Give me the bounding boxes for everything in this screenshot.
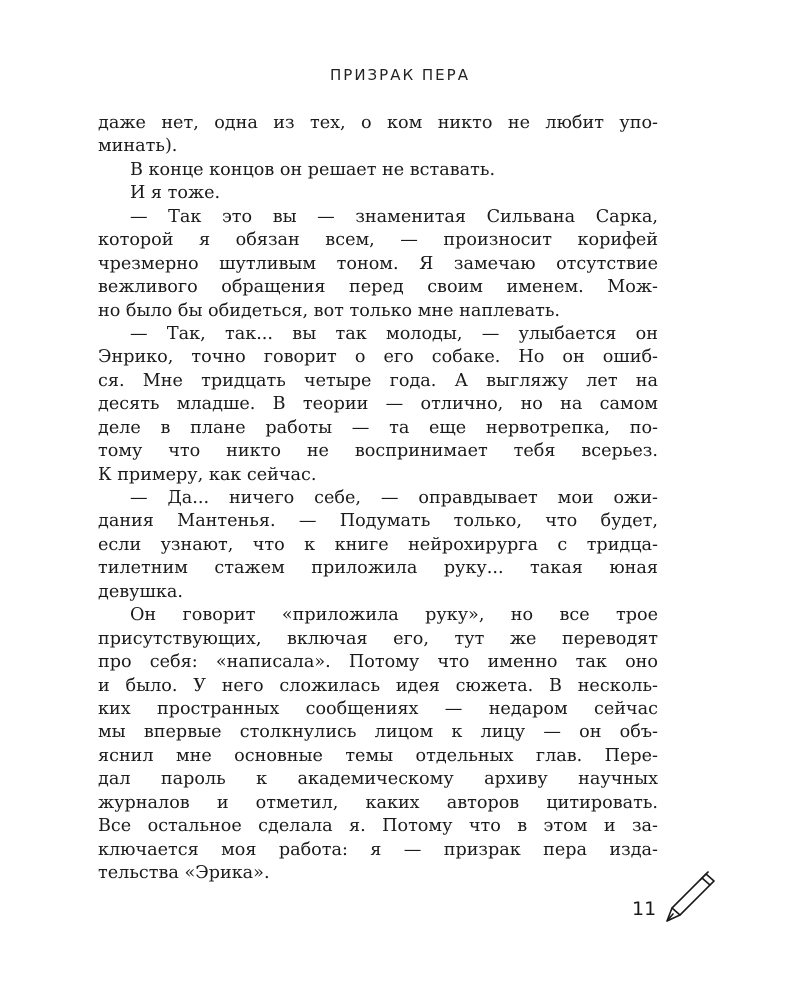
page-number: 11 <box>632 898 657 920</box>
body-text <box>98 112 658 885</box>
text-line: которой я обязан всем, — произносит корифей <box>98 230 658 251</box>
text-line: ких пространных сообщениях — недаром сейчас <box>98 698 658 719</box>
text-line: Все остальное сделала я. Потому что в этом и за- <box>98 816 658 837</box>
text-line: Энрико, точно говорит о его собаке. Но он ошиб- <box>98 347 658 368</box>
text-line: даже нет, одна из тех, о ком никто не любит упо- <box>98 113 658 133</box>
text-line: тому что никто не воспринимает тебя всерьез. <box>98 441 658 462</box>
pen-icon <box>664 868 718 924</box>
text-line: минать). <box>98 136 178 157</box>
text-line: — Так это вы — знаменитая Сильвана Сарка, <box>130 206 658 227</box>
text-line: В конце концов он решает не вставать. <box>130 159 496 180</box>
text-line: тилетним стажем приложила руку... такая юная <box>98 558 658 579</box>
text-line: — Да... ничего себе, — оправдывает мои ожи- <box>130 488 658 508</box>
text-line: присутствующих, включая его, тут же переводят <box>98 628 658 649</box>
text-line: дал пароль к академическому архиву научных <box>98 769 658 790</box>
text-line: десять младше. В теории — отлично, но на самом <box>98 394 658 415</box>
text-line: К примеру, как сейчас. <box>98 464 317 485</box>
text-line: вежливого обращения перед своим именем. Мож- <box>98 277 658 298</box>
text-line: ся. Мне тридцать четыре года. А выгляжу лет на <box>98 370 658 391</box>
text-line: И я тоже. <box>130 183 221 204</box>
text-line: и было. У него сложилась идея сюжета. В несколь- <box>98 675 658 696</box>
text-line: девушка. <box>98 581 183 602</box>
text-line: но было бы обидеться, вот только мне наплевать. <box>98 300 560 321</box>
text-line: Он говорит «приложила руку», но все трое <box>130 605 658 626</box>
text-line: ключается моя работа: я — призрак пера изда- <box>98 839 658 860</box>
text-line: — Так, так... вы так молоды, — улыбается он <box>130 323 658 344</box>
text-line: чрезмерно шутливым тоном. Я замечаю отсутствие <box>98 253 658 274</box>
text-line: деле в плане работы — та еще нервотрепка, по- <box>98 417 658 438</box>
text-line: дания Мантенья. — Подумать только, что будет, <box>98 511 658 532</box>
text-line: журналов и отметил, каких авторов цитировать. <box>98 792 658 813</box>
text-line: яснил мне основные темы отдельных глав. Пере- <box>98 745 658 766</box>
text-line: тельства «Эрика». <box>98 863 270 883</box>
text-line: про себя: «написала». Потому что именно так оно <box>98 652 658 673</box>
running-title: ПРИЗРАК ПЕРА <box>330 66 470 84</box>
text-line: если узнают, что к книге нейрохирурга с тридца- <box>98 534 658 555</box>
text-line: мы впервые столкнулись лицом к лицу — он объ- <box>98 722 658 743</box>
